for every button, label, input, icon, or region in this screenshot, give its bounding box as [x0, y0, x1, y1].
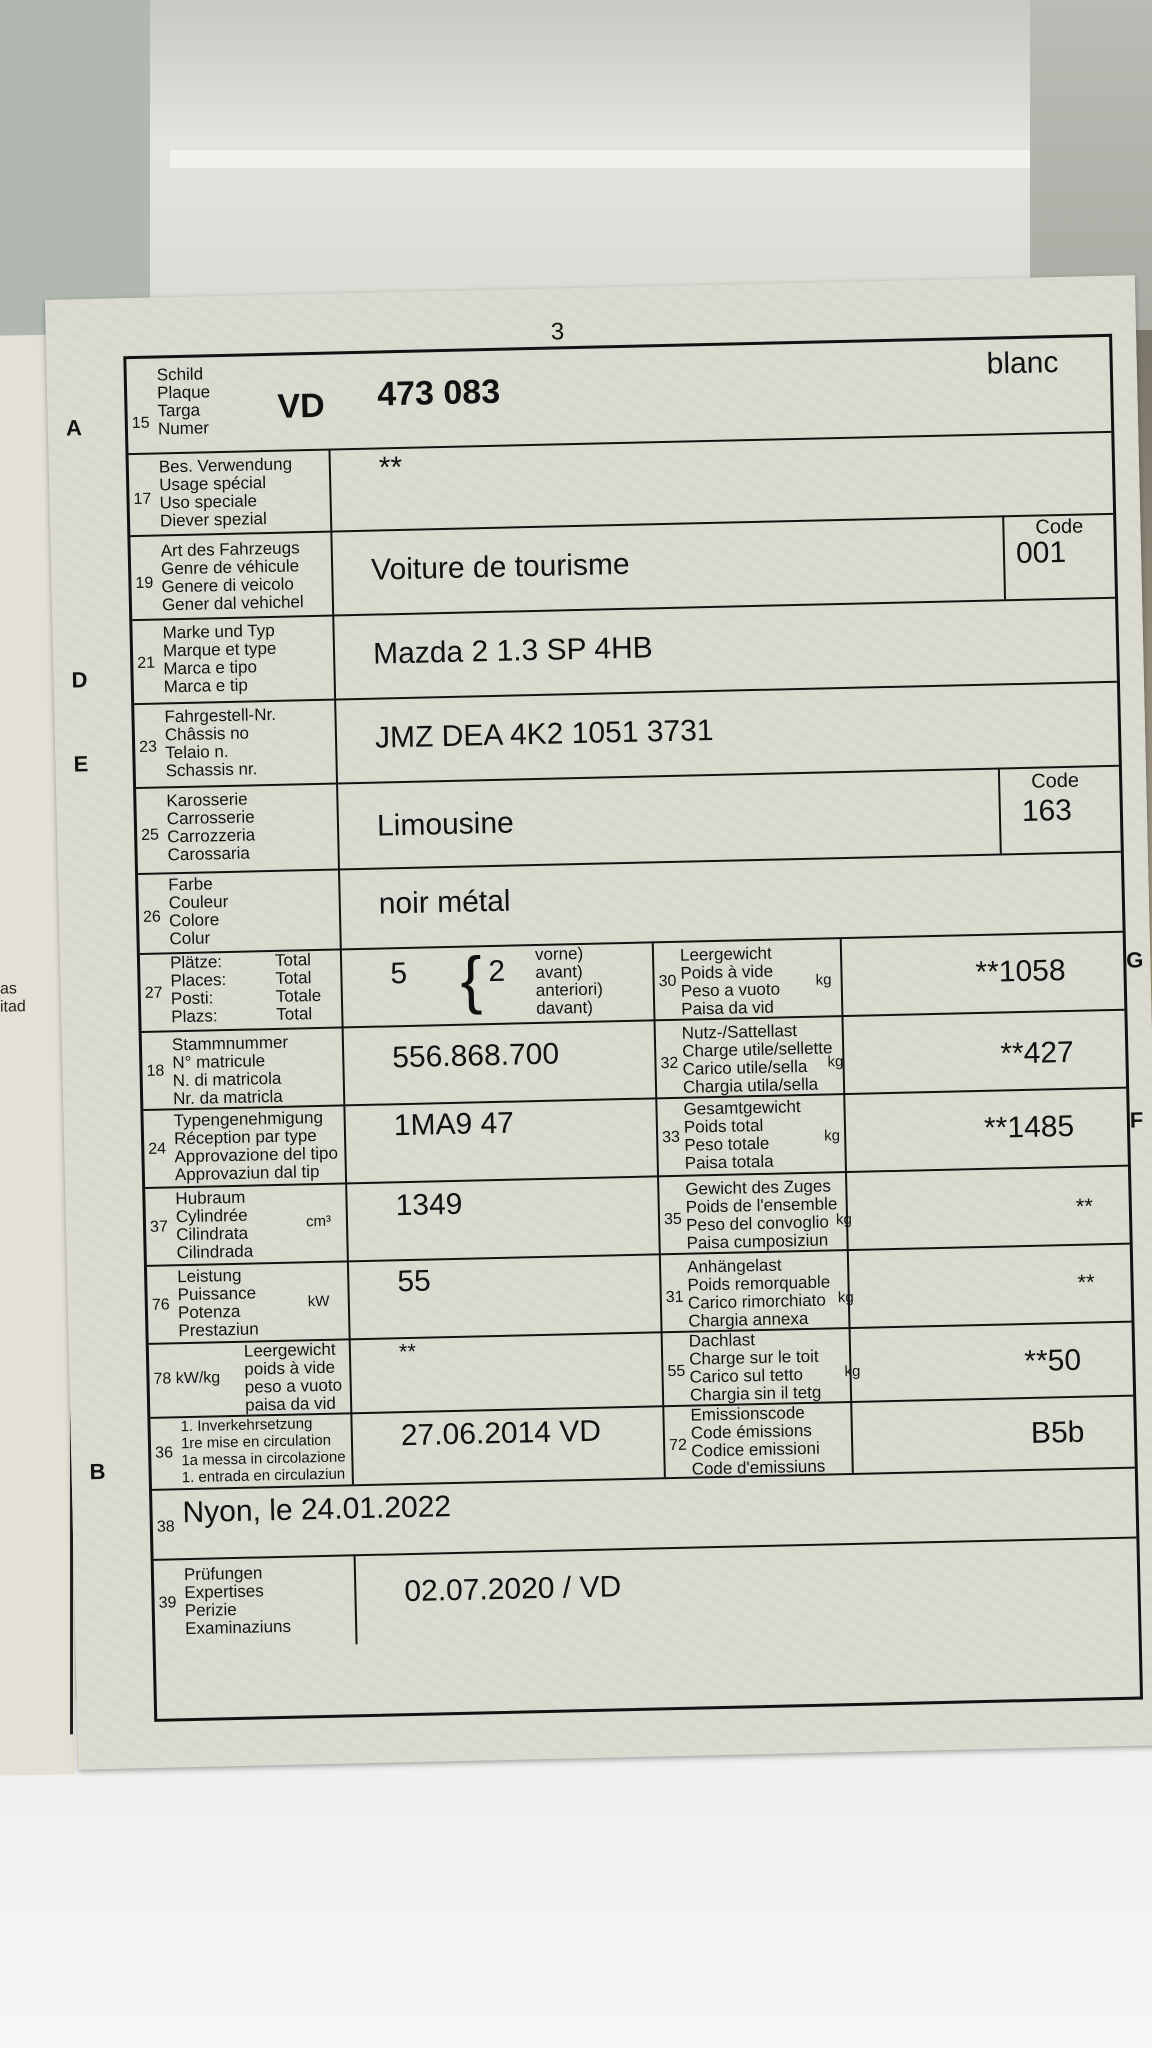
field-number: 78 kW/kg — [153, 1369, 221, 1388]
body-value: Limousine — [376, 806, 515, 843]
vehicle-type-labels: Art des Fahrzeugs Genre de véhicule Genere di veicolo Gener dal vehichel — [160, 538, 304, 615]
unit-label: cm³ — [305, 1212, 332, 1231]
unit-label: kg — [827, 1053, 844, 1071]
page-number: 3 — [550, 318, 565, 346]
code-label: Code — [1030, 769, 1080, 793]
inspections-labels: Prüfungen Expertises Perizie Examinaziuns — [183, 1563, 292, 1639]
field-number: 76 — [151, 1296, 170, 1314]
margin-letter-d: D — [71, 667, 88, 693]
total-weight-labels: Gesamtgewicht Poids total Peso totale Paisa totala — [683, 1097, 801, 1173]
seats-front-value: 2 — [487, 954, 506, 989]
plate-labels: Schild Plaque Targa Numer — [156, 364, 211, 439]
field-number: 19 — [135, 574, 154, 593]
field-number: 24 — [148, 1140, 167, 1158]
seats-labels: Plätze: Places: Posti: Plazs: — [169, 952, 227, 1027]
plate-color: blanc — [986, 346, 1059, 381]
trailer-load-labels: Anhängelast Poids remorquable Carico rimorchiato Chargia annexa — [686, 1255, 831, 1331]
first-registration-value: 27.06.2014 VD — [400, 1414, 602, 1453]
field-number: 55 — [667, 1362, 686, 1381]
roof-load-labels: Dachlast Charge sur le toit Carico sul tetto Chargia sin il tetg — [688, 1330, 822, 1405]
form-grid — [123, 334, 1143, 1722]
field-number: 33 — [661, 1128, 681, 1147]
unit-label: kg — [837, 1288, 854, 1307]
field-number: 15 — [131, 414, 150, 433]
field-number: 25 — [140, 826, 160, 844]
empty-weight-value: **1058 — [975, 954, 1066, 990]
field-number: 37 — [149, 1218, 169, 1236]
field-number: 21 — [137, 654, 156, 672]
inspections-value: 02.07.2020 / VD — [404, 1570, 622, 1609]
payload-value: **427 — [999, 1035, 1075, 1071]
power-ratio-labels: Leergewicht poids à vide peso a vuoto paisa da vid — [243, 1339, 343, 1415]
field-number: 35 — [663, 1210, 683, 1229]
seats-value: 5 — [390, 956, 408, 991]
unit-label: kW — [307, 1292, 330, 1311]
type-approval-labels: Typengenehmigung Réception par type Approvazione del tipo Approvaziun dal tip — [173, 1107, 339, 1185]
seats-front-labels: vorne) avant) anteriori) davant) — [534, 943, 604, 1019]
make-model-value: Mazda 2 1.3 SP 4HB — [372, 631, 654, 671]
empty-weight-labels: Leergewicht Poids à vide Peso a vuoto Paisa da vid — [679, 943, 781, 1019]
field-number: 36 — [155, 1444, 174, 1462]
power-ratio-value: ** — [398, 1338, 417, 1365]
place-date-value: Nyon, le 24.01.2022 — [182, 1490, 452, 1530]
margin-letter-f: F — [1129, 1107, 1144, 1133]
total-weight-value: **1485 — [983, 1109, 1075, 1145]
field-number: 23 — [138, 738, 158, 756]
body-code: 163 — [1021, 793, 1073, 828]
matriculation-labels: Stammnummer N° matricule N. di matricola Nr. da matricla — [171, 1032, 289, 1109]
margin-letter-a: A — [65, 415, 83, 441]
train-weight-labels: Gewicht des Zuges Poids de l'ensemble Peso del convoglio Paisa cumposiziun — [685, 1176, 838, 1253]
unit-label: kg — [835, 1210, 853, 1229]
power-value: 55 — [396, 1264, 432, 1299]
displacement-value: 1349 — [395, 1187, 463, 1223]
margin-letter-b: B — [89, 1458, 106, 1485]
special-use-labels: Bes. Verwendung Usage spécial Uso speciale Diever spezial — [158, 454, 293, 531]
vehicle-type-value: Voiture de tourisme — [370, 547, 631, 587]
background-shelf — [170, 150, 1030, 168]
unit-label: kg — [823, 1127, 841, 1145]
special-use-value: ** — [378, 450, 403, 485]
plate-canton: VD — [277, 386, 326, 426]
margin-letter-e: E — [73, 751, 89, 777]
field-number: 26 — [142, 908, 162, 926]
chassis-labels: Fahrgestell-Nr. Châssis no Telaio n. Schassis nr. — [164, 704, 277, 781]
first-registration-labels: 1. Inverkehrsetzung 1re mise en circulation 1a messa in circolazione 1. entrada en circulaziun — [180, 1415, 346, 1487]
field-number: 30 — [658, 972, 677, 991]
roof-load-value: **50 — [1023, 1343, 1082, 1379]
registration-document-page — [45, 275, 1152, 1769]
seats-total-labels: Total Total Totale Total — [274, 950, 322, 1024]
field-number: 27 — [144, 984, 163, 1002]
body-labels: Karosserie Carrosserie Carrozzeria Carossaria — [166, 789, 256, 865]
emission-value: B5b — [1030, 1415, 1085, 1450]
field-number: 32 — [660, 1054, 679, 1073]
brace-icon: { — [459, 943, 483, 1016]
displacement-labels: Hubraum Cylindrée Cilindrata Cilindrada — [175, 1187, 254, 1263]
unit-label: kg — [844, 1362, 861, 1381]
chassis-value: JMZ DEA 4K2 1051 3731 — [374, 713, 714, 755]
left-page-text: itad — [0, 998, 26, 1016]
field-number: 31 — [665, 1288, 684, 1307]
color-labels: Farbe Couleur Colore Colur — [168, 874, 229, 949]
code-label: Code — [1035, 515, 1084, 539]
unit-label: kg — [815, 971, 832, 989]
emission-labels: Emissionscode Code émissions Codice emissioni Code d'emissiuns — [690, 1403, 826, 1479]
train-weight-value: ** — [1075, 1193, 1094, 1219]
field-number: 39 — [158, 1594, 177, 1612]
left-page-text: as — [0, 980, 17, 998]
type-approval-value: 1MA9 47 — [393, 1106, 515, 1143]
field-number: 38 — [156, 1518, 175, 1536]
power-labels: Leistung Puissance Potenza Prestaziun — [176, 1265, 259, 1341]
field-number: 72 — [668, 1436, 688, 1455]
matriculation-value: 556.868.700 — [391, 1037, 560, 1075]
payload-labels: Nutz-/Sattellast Charge utile/sellette Carico utile/sella Chargia utila/sella — [681, 1021, 833, 1097]
make-model-labels: Marke und Typ Marque et type Marca e tipo Marca e tip — [162, 620, 277, 697]
plate-number: 473 083 — [376, 372, 501, 414]
field-number: 18 — [146, 1062, 165, 1080]
margin-letter-g: G — [1125, 947, 1144, 973]
trailer-load-value: ** — [1077, 1269, 1095, 1295]
vehicle-type-code: 001 — [1015, 535, 1067, 571]
field-number: 17 — [133, 490, 152, 509]
color-value: noir métal — [378, 884, 511, 921]
